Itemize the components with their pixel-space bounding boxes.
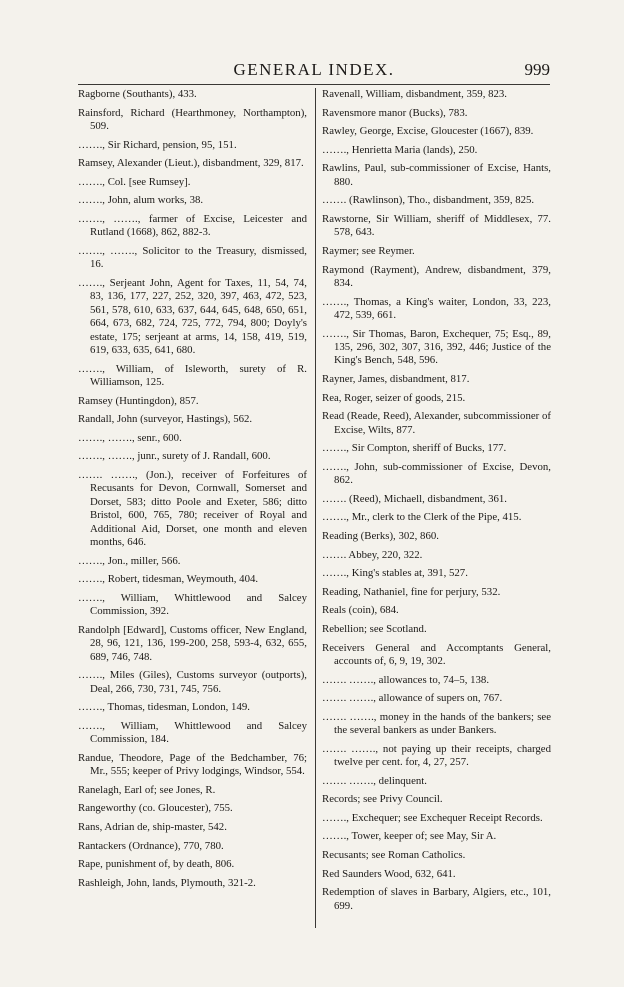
index-entry: Randall, John (surveyor, Hastings), 562. bbox=[78, 413, 253, 426]
index-entry: Rangeworthy (co. Gloucester), 755. bbox=[78, 802, 233, 815]
index-entry: Ranelagh, Earl of; see Jones, R. bbox=[78, 783, 216, 796]
index-entry: ……., Sir Thomas, Baron, Exchequer, 75; Esq., 89, 135, 296, 302, 307, 316, 392, 446; Justice of the King's Bench, 548, 596. bbox=[322, 327, 551, 367]
index-entry: ……. ……., allowances to, 74–5, 138. bbox=[322, 673, 490, 686]
index-entry: ……., Mr., clerk to the Clerk of the Pipe, 415. bbox=[322, 511, 522, 524]
index-entry: Rashleigh, John, lands, Plymouth, 321-2. bbox=[78, 876, 256, 889]
index-entry: Records; see Privy Council. bbox=[322, 793, 443, 806]
index-entry: Rantackers (Ordnance), 770, 780. bbox=[78, 839, 224, 852]
right-column bbox=[322, 88, 551, 918]
left-column bbox=[78, 88, 307, 895]
index-entry: ……., Tower, keeper of; see May, Sir A. bbox=[322, 830, 497, 843]
index-entry: ……., ……., junr., surety of J. Randall, 600. bbox=[78, 450, 271, 463]
index-entry: ……. (Reed), Michaell, disbandment, 361. bbox=[322, 492, 508, 505]
index-entry: ……., ……., farmer of Excise, Leicester and Rutland (1668), 862, 882-3. bbox=[78, 212, 307, 239]
index-entry: Reals (coin), 684. bbox=[322, 604, 399, 617]
index-entry: ……., Sir Richard, pension, 95, 151. bbox=[78, 138, 237, 151]
index-entry: ……., Sir Compton, sheriff of Bucks, 177. bbox=[322, 442, 507, 455]
index-entry: ……., ……., Solicitor to the Treasury, dismissed, 16. bbox=[78, 244, 307, 271]
index-entry: ……., John, alum works, 38. bbox=[78, 194, 204, 207]
index-entry: Reading (Berks), 302, 860. bbox=[322, 529, 439, 542]
index-entry: ……., William, Whittlewood and Salcey Commission, 184. bbox=[78, 719, 307, 746]
index-entry: Randue, Theodore, Page of the Bedchamber, 76; Mr., 555; keeper of Privy lodgings, Windsor, 554. bbox=[78, 751, 307, 778]
index-entry: ……., Serjeant John, Agent for Taxes, 11, 54, 74, 83, 136, 177, 227, 252, 320, 397, 463, 472, 523, 561, 578, 610, 633, 637, 644, 645, 648, 650, 651, 664, 673, 682, 724, 725, 772, 794, 800; Doyly's estate, 175; serjeant at arms, 14, 158, 419, 519, 619, 633, 635, 641, 680. bbox=[78, 276, 307, 356]
index-entry: Ramsey (Huntingdon), 857. bbox=[78, 394, 199, 407]
index-entry: ……., Thomas, tidesman, London, 149. bbox=[78, 701, 250, 714]
index-entry: Receivers General and Accomptants General, accounts of, 6, 9, 19, 302. bbox=[322, 641, 551, 667]
index-entry: ……., William, Whittlewood and Salcey Commission, 392. bbox=[78, 591, 307, 618]
header-rule bbox=[78, 84, 550, 85]
index-entry: Read (Reade, Reed), Alexander, subcommissioner of Excise, Wilts, 877. bbox=[322, 410, 551, 436]
index-entry: ……., King's stables at, 391, 527. bbox=[322, 567, 468, 580]
index-entry: ……., ……., senr., 600. bbox=[78, 431, 182, 444]
index-entry: ……. Abbey, 220, 322. bbox=[322, 548, 423, 561]
index-entry: Recusants; see Roman Catholics. bbox=[322, 849, 466, 862]
index-entry: ……., Col. [see Rumsey]. bbox=[78, 175, 191, 188]
index-entry: ……., Miles (Giles), Customs surveyor (outports), Deal, 266, 730, 731, 745, 756. bbox=[78, 669, 307, 695]
index-entry: Rainsford, Richard (Hearthmoney, Northampton), 509. bbox=[78, 106, 307, 132]
index-entry: ……. ……., money in the hands of the bankers; see the several bankers as under Bankers. bbox=[322, 710, 551, 737]
index-entry: Ravensmore manor (Bucks), 783. bbox=[322, 106, 468, 119]
index-entry: Rans, Adrian de, ship-master, 542. bbox=[78, 820, 227, 833]
index-entry: ……., Henrietta Maria (lands), 250. bbox=[322, 143, 478, 156]
index-entry: Reading, Nathaniel, fine for perjury, 532. bbox=[322, 585, 501, 598]
index-entry: Rayner, James, disbandment, 817. bbox=[322, 372, 470, 385]
index-entry: ……., Exchequer; see Exchequer Receipt Records. bbox=[322, 811, 543, 824]
index-entry: Randolph [Edward], Customs officer, New England, 28, 96, 121, 136, 199-200, 258, 593-4, 632, 655, 689, 746, 748. bbox=[78, 623, 307, 663]
index-entry: Red Saunders Wood, 632, 641. bbox=[322, 867, 456, 880]
index-entry: Rape, punishment of, by death, 806. bbox=[78, 858, 235, 871]
index-entry: Rawlins, Paul, sub-commissioner of Excise, Hants, 880. bbox=[322, 162, 551, 188]
page-number: 999 bbox=[524, 60, 550, 79]
index-entry: Ravenall, William, disbandment, 359, 823. bbox=[322, 88, 507, 100]
index-entry: ……., Jon., miller, 566. bbox=[78, 554, 181, 567]
index-entry: ……. ……., delinquent. bbox=[322, 774, 427, 787]
index-entry: ……., Robert, tidesman, Weymouth, 404. bbox=[78, 573, 259, 586]
index-entry: Ramsey, Alexander (Lieut.), disbandment, 329, 817. bbox=[78, 157, 304, 170]
index-entry: Rawstorne, Sir William, sheriff of Middlesex, 77. 578, 643. bbox=[322, 212, 551, 239]
index-entry: Redemption of slaves in Barbary, Algiers, etc., 101, 699. bbox=[322, 886, 551, 912]
index-entry: ……. ……., (Jon.), receiver of Forfeitures of Recusants for Devon, Cornwall, Somerset and Dorset, 583; ditto Poole and Exeter, 586; ditto Bristol, 600, 765, 780; receiver of Royal and Additional Aid, Dorset, one month and eleven months, 646. bbox=[78, 468, 307, 548]
index-entry: ……., John, sub-commissioner of Excise, Devon, 862. bbox=[322, 460, 551, 487]
page-title: GENERAL INDEX. bbox=[233, 60, 395, 79]
index-entry: Raymond (Rayment), Andrew, disbandment, 379, 834. bbox=[322, 263, 551, 289]
column-divider bbox=[315, 88, 316, 928]
index-entry: ……. (Rawlinson), Tho., disbandment, 359, 825. bbox=[322, 194, 535, 207]
index-entry: ……. ……., not paying up their receipts, charged twelve per cent. for, 4, 27, 257. bbox=[322, 742, 551, 769]
index-entry: ……., Thomas, a King's waiter, London, 33, 223, 472, 539, 661. bbox=[322, 295, 551, 321]
page-header bbox=[78, 60, 550, 84]
index-entry: Rea, Roger, seizer of goods, 215. bbox=[322, 391, 466, 404]
index-entry: Rebellion; see Scotland. bbox=[322, 622, 427, 635]
index-entry: ……., William, of Isleworth, surety of R. Williamson, 125. bbox=[78, 362, 307, 388]
index-entry: ……. ……., allowance of supers on, 767. bbox=[322, 692, 503, 705]
index-entry: Ragborne (Southants), 433. bbox=[78, 88, 197, 100]
index-entry: Raymer; see Reymer. bbox=[322, 244, 415, 257]
index-entry: Rawley, George, Excise, Gloucester (1667), 839. bbox=[322, 125, 534, 138]
